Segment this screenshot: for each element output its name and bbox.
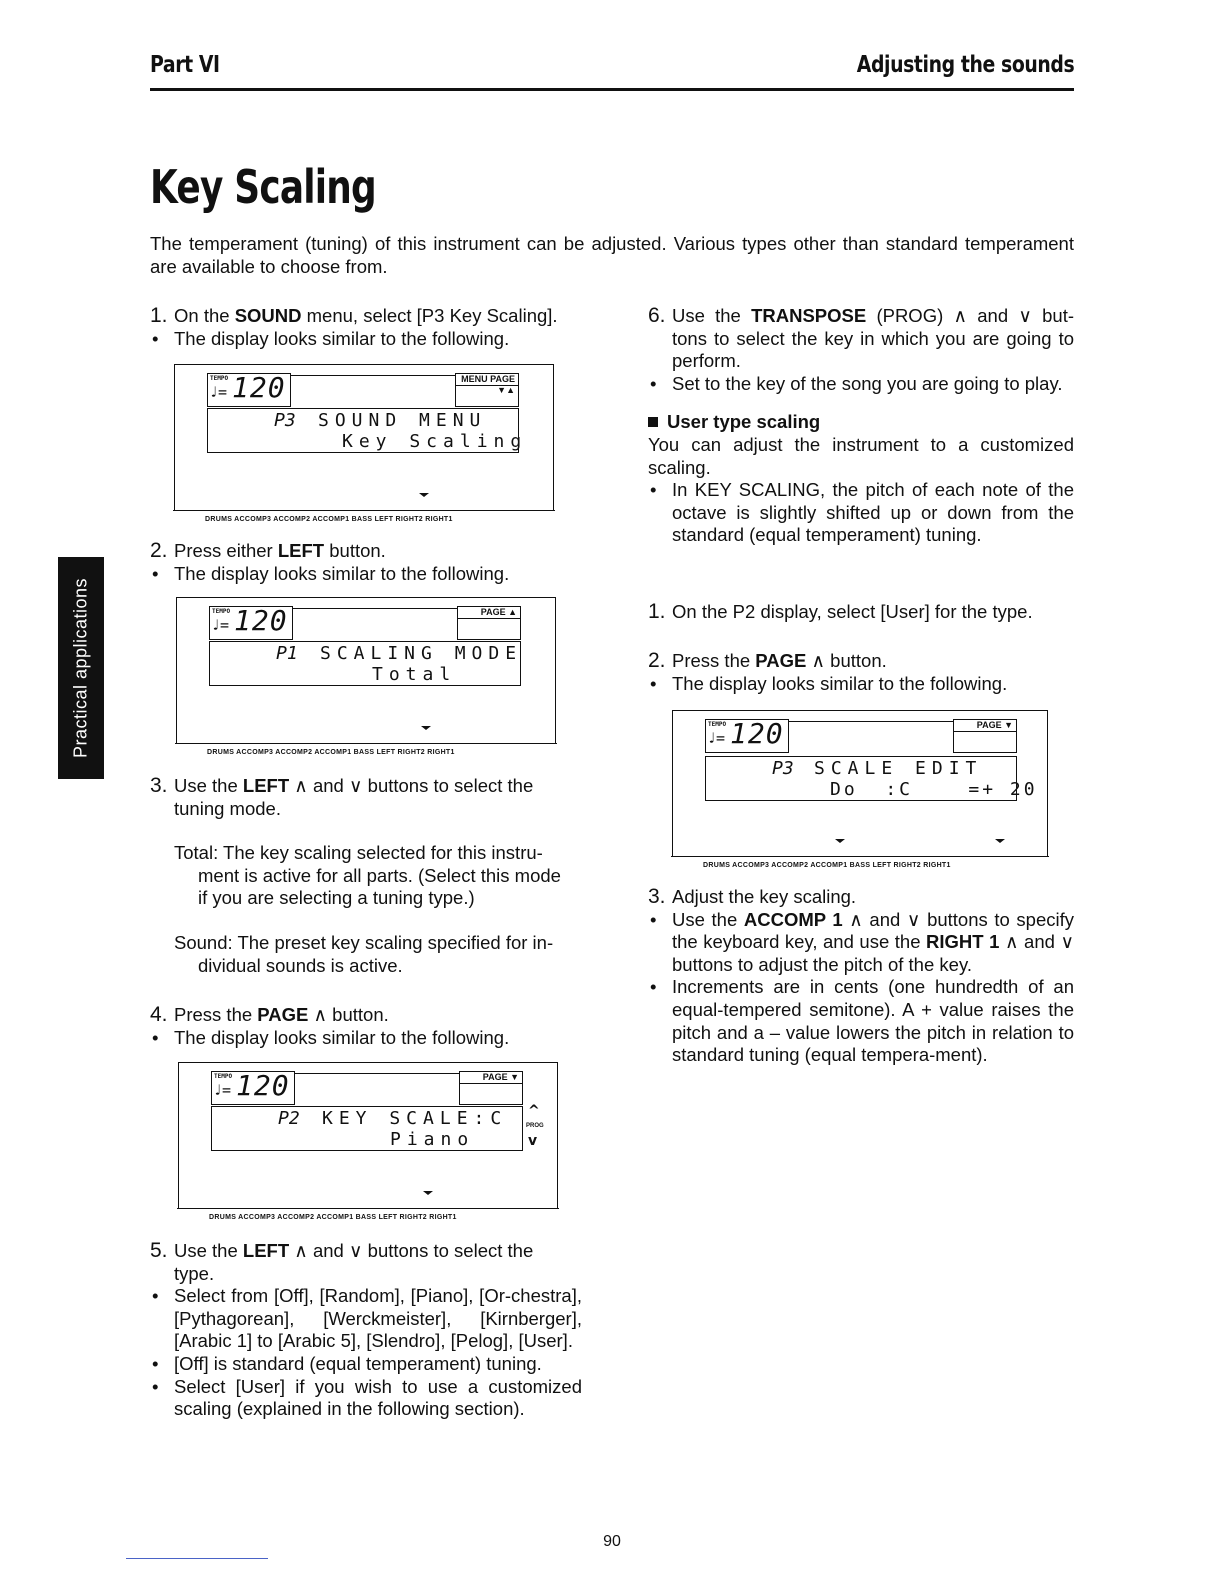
bullet: • Set to the key of the song you are going to play.	[648, 373, 1074, 396]
user-text: You can adjust the instrument to a customized scaling.	[648, 433, 1074, 478]
display-line-1: SOUND MENU	[318, 410, 487, 431]
bullet: • Select [User] if you wish to use a customized scaling (explained in the following section).	[152, 1375, 582, 1420]
page-indicator	[953, 719, 1017, 753]
left-step-2	[150, 540, 582, 585]
page-number: 90	[603, 1533, 621, 1550]
text: button.	[324, 540, 386, 561]
tempo-box	[705, 719, 789, 753]
display-baseline	[175, 743, 557, 745]
page-label: PAGE ▼	[954, 720, 1016, 732]
display-line-2: Piano	[390, 1129, 475, 1150]
bullet-text: The display looks similar to the following.	[174, 327, 510, 349]
note-icon: ♩=	[213, 1081, 232, 1099]
text: Press either	[174, 540, 278, 561]
bullet-text: In KEY SCALING, the pitch of each note of the octave is slightly shifted up or down from the standard (equal temperament) tuning.	[672, 479, 1074, 546]
bullet: • The display looks similar to the following.	[150, 328, 582, 351]
bullet: • In KEY SCALING, the pitch of each note of the octave is slightly shifted up or down from the standard (equal temperament) tuning.	[650, 479, 1074, 546]
display-line-2: Do :C =+ 20	[830, 779, 1038, 800]
user-step-1	[648, 601, 1074, 624]
lcd-display-4	[672, 710, 1048, 869]
top-bar	[293, 608, 458, 609]
page-number-indicator: P3	[772, 758, 794, 779]
button-name: SOUND	[234, 305, 302, 326]
note-icon: ♩=	[211, 616, 230, 634]
tempo-label: TEMPO	[210, 375, 229, 382]
text: ∧ and ∨ buttons to select the	[289, 775, 534, 796]
step-1	[150, 305, 582, 328]
display-line-1: KEY SCALE:C	[322, 1108, 508, 1129]
text: Adjust the key scaling.	[672, 886, 857, 907]
display-line-2: Key Scaling	[342, 431, 528, 452]
tempo-label: TEMPO	[214, 1073, 233, 1080]
text: tuning mode.	[174, 797, 281, 819]
bullet: • The display looks similar to the following.	[648, 673, 1074, 696]
bullet: • Use the ACCOMP 1 ∧ and ∨ buttons to specify the keyboard key, and use the RIGHT 1 ∧ and ∨ buttons to adjust the pitch of the key.	[650, 908, 1074, 975]
page-label: PAGE ▼	[460, 1072, 522, 1084]
part-labels: DRUMS ACCOMP3 ACCOMP2 ACCOMP1 BASS LEFT RIGHT2 RIGHT1	[209, 1214, 457, 1221]
page-indicator	[459, 1071, 523, 1105]
text: type.	[174, 1262, 215, 1284]
page-number-indicator: P3	[274, 410, 296, 431]
part-labels: DRUMS ACCOMP3 ACCOMP2 ACCOMP1 BASS LEFT RIGHT2 RIGHT1	[205, 516, 453, 523]
tempo-label: TEMPO	[708, 721, 727, 728]
prog-label: PROG	[526, 1123, 544, 1129]
bullet-text: Select from [Off], [Random], [Piano], [Or-chestra], [Pythagorean], [Werckmeister], [Kirnberger], [Arabic 1] to [Arabic 5], [Slendro], [Pelog], [User].	[174, 1285, 582, 1352]
main-screen	[207, 408, 528, 453]
down-arrow-icon	[995, 839, 1005, 843]
page-label: MENU PAGE ▼▲	[456, 374, 518, 386]
sound-desc: dividual sounds is active.	[198, 954, 403, 976]
down-arrow-icon	[419, 493, 429, 497]
main-screen	[705, 756, 1038, 801]
lcd-display-1	[174, 364, 554, 523]
step-2	[150, 540, 582, 563]
side-tab-label: Practical applications	[70, 577, 91, 759]
tempo-value: 120	[234, 604, 288, 637]
text: ∧ and ∨ buttons to select the	[289, 1240, 534, 1261]
step-number: 3.	[150, 774, 168, 797]
header-section: Adjusting the sounds	[856, 52, 1074, 78]
total-desc: Total: The key scaling selected for this instru-	[174, 842, 543, 864]
top-bar	[295, 1073, 460, 1074]
tempo-box	[209, 606, 293, 640]
tempo-value: 120	[232, 371, 286, 404]
bullet-text: Set to the key of the song you are going to play.	[672, 372, 1063, 394]
text: Press the	[174, 1004, 258, 1025]
text: tons to select the key in which you are going to perform.	[672, 327, 1074, 372]
tempo-value: 120	[236, 1069, 290, 1102]
step-number: 2.	[150, 539, 168, 562]
page-number-indicator: P1	[276, 643, 298, 664]
display-baseline	[173, 510, 555, 512]
down-arrow-icon	[835, 839, 845, 843]
part-labels: DRUMS ACCOMP3 ACCOMP2 ACCOMP1 BASS LEFT RIGHT2 RIGHT1	[703, 862, 951, 869]
header-rule	[150, 88, 1074, 91]
user-step-2	[648, 650, 1074, 673]
button-name: LEFT	[242, 1240, 290, 1261]
page-indicator	[457, 606, 521, 640]
step-number: 4.	[150, 1003, 168, 1026]
button-name: ACCOMP 1	[743, 908, 843, 930]
text: menu, select [P3 Key Scaling].	[301, 305, 558, 326]
text: Press the	[672, 650, 756, 671]
user-heading	[648, 411, 1074, 434]
chevron-up-icon: ^	[528, 1103, 540, 1119]
step-4	[150, 1004, 582, 1027]
left-step-3	[150, 775, 582, 977]
button-name: PAGE	[257, 1004, 309, 1025]
intro-paragraph: The temperament (tuning) of this instrument can be adjusted. Various types other than standard temperament are available to choose from.	[150, 233, 1074, 277]
page-title: Key Scaling	[150, 160, 376, 214]
step-5	[150, 1240, 582, 1263]
lcd-display-3	[178, 1062, 558, 1221]
display-line-1: SCALING MODE	[320, 643, 523, 664]
sound-desc: Sound: The preset key scaling specified for in-	[174, 931, 554, 953]
bullet: • Increments are in cents (one hundredth of an equal-tempered semitone). A + value raises the pitch and a – value lowers the pitch in relation to standard tuning (equal tempera-ment).	[650, 976, 1074, 1066]
display-line-1: SCALE EDIT	[814, 758, 983, 779]
total-desc: ment is active for all parts. (Select this mode	[198, 864, 561, 886]
bullet-text: Increments are in cents (one hundredth of an equal-tempered semitone). A + value raises the pitch and a – value lowers the pitch in relation to standard tuning (equal tempera-ment).	[672, 976, 1074, 1066]
text: On the P2 display, select [User] for the type.	[672, 601, 1033, 622]
button-name: PAGE	[755, 650, 807, 671]
bullet: • The display looks similar to the following.	[150, 1027, 582, 1050]
left-column	[150, 305, 582, 350]
bullet-text: [Off] is standard (equal temperament) tuning.	[174, 1352, 542, 1374]
step-3	[150, 775, 582, 798]
tempo-label: TEMPO	[212, 608, 231, 615]
display-baseline	[671, 856, 1049, 858]
down-arrow-icon	[421, 726, 431, 730]
page-label: PAGE ▲	[458, 607, 520, 619]
text: Use the	[174, 1240, 243, 1261]
text: ∧ button.	[308, 1004, 389, 1025]
main-screen	[211, 1106, 523, 1151]
bullet: • Select from [Off], [Random], [Piano], [Or-chestra], [Pythagorean], [Werckmeister], [Kirnberger], [Arabic 1] to [Arabic 5], [Slendro], [Pelog], [User].	[152, 1285, 582, 1352]
side-tab	[58, 557, 104, 779]
button-name: LEFT	[242, 775, 290, 796]
square-bullet-icon	[648, 417, 658, 427]
bullet-text: Select [User] if you wish to use a customized scaling (explained in the following section).	[174, 1375, 582, 1420]
top-bar	[789, 721, 954, 722]
text: ∧ button.	[806, 650, 887, 671]
right-step-6	[648, 305, 1074, 547]
top-bar	[291, 375, 456, 376]
step-number: 2.	[648, 649, 666, 672]
text: (PROG) ∧ and ∨ but-	[866, 305, 1074, 326]
right-user-step-2	[648, 650, 1074, 695]
bullet: • The display looks similar to the following.	[150, 563, 582, 586]
part-labels: DRUMS ACCOMP3 ACCOMP2 ACCOMP1 BASS LEFT RIGHT2 RIGHT1	[207, 749, 455, 756]
heading-text: User type scaling	[667, 411, 821, 433]
bullet-text: The display looks similar to the following.	[174, 1026, 510, 1048]
page-number-indicator: P2	[278, 1108, 300, 1129]
tempo-value: 120	[730, 717, 784, 750]
down-arrow-icon	[423, 1191, 433, 1195]
left-step-5	[150, 1240, 582, 1421]
display-line-2: Total	[372, 664, 457, 685]
text: ∧ and ∨ buttons to specify the keyboard key, and use the	[672, 908, 1074, 953]
note-icon: ♩=	[707, 729, 726, 747]
footer-line	[126, 1558, 268, 1559]
step-number: 5.	[150, 1239, 168, 1262]
display-baseline	[177, 1208, 559, 1210]
tempo-box	[207, 373, 291, 407]
button-name: LEFT	[277, 540, 325, 561]
text: ∧ and ∨ buttons to adjust the pitch of the key.	[672, 931, 1074, 975]
total-desc: if you are selecting a tuning type.)	[198, 887, 475, 909]
lcd-display-2	[176, 597, 556, 756]
text: On the	[174, 305, 235, 326]
step-number: 6.	[648, 304, 666, 327]
page-indicator	[455, 373, 519, 407]
bullet-text: The display looks similar to the following.	[174, 562, 510, 584]
right-user-step-1	[648, 601, 1074, 624]
step-number: 1.	[648, 600, 666, 623]
main-screen	[209, 641, 521, 686]
text: Use the	[672, 908, 744, 930]
tempo-box	[211, 1071, 295, 1105]
right-user-step-3	[648, 886, 1074, 1067]
button-name: RIGHT 1	[926, 931, 1000, 953]
bullet-text: The display looks similar to the following.	[672, 672, 1008, 694]
left-step-4	[150, 1004, 582, 1049]
header-part: Part VI	[150, 52, 220, 78]
text: Use the	[174, 775, 243, 796]
button-name: TRANSPOSE	[751, 305, 867, 326]
bullet: • [Off] is standard (equal temperament) tuning.	[150, 1353, 582, 1376]
step-number: 1.	[150, 304, 168, 327]
user-step-3	[648, 886, 1074, 909]
chevron-down-icon: v	[528, 1133, 538, 1149]
note-icon: ♩=	[209, 383, 228, 401]
step-number: 3.	[648, 885, 666, 908]
step-6	[648, 305, 1074, 373]
text: Use the	[672, 305, 752, 326]
